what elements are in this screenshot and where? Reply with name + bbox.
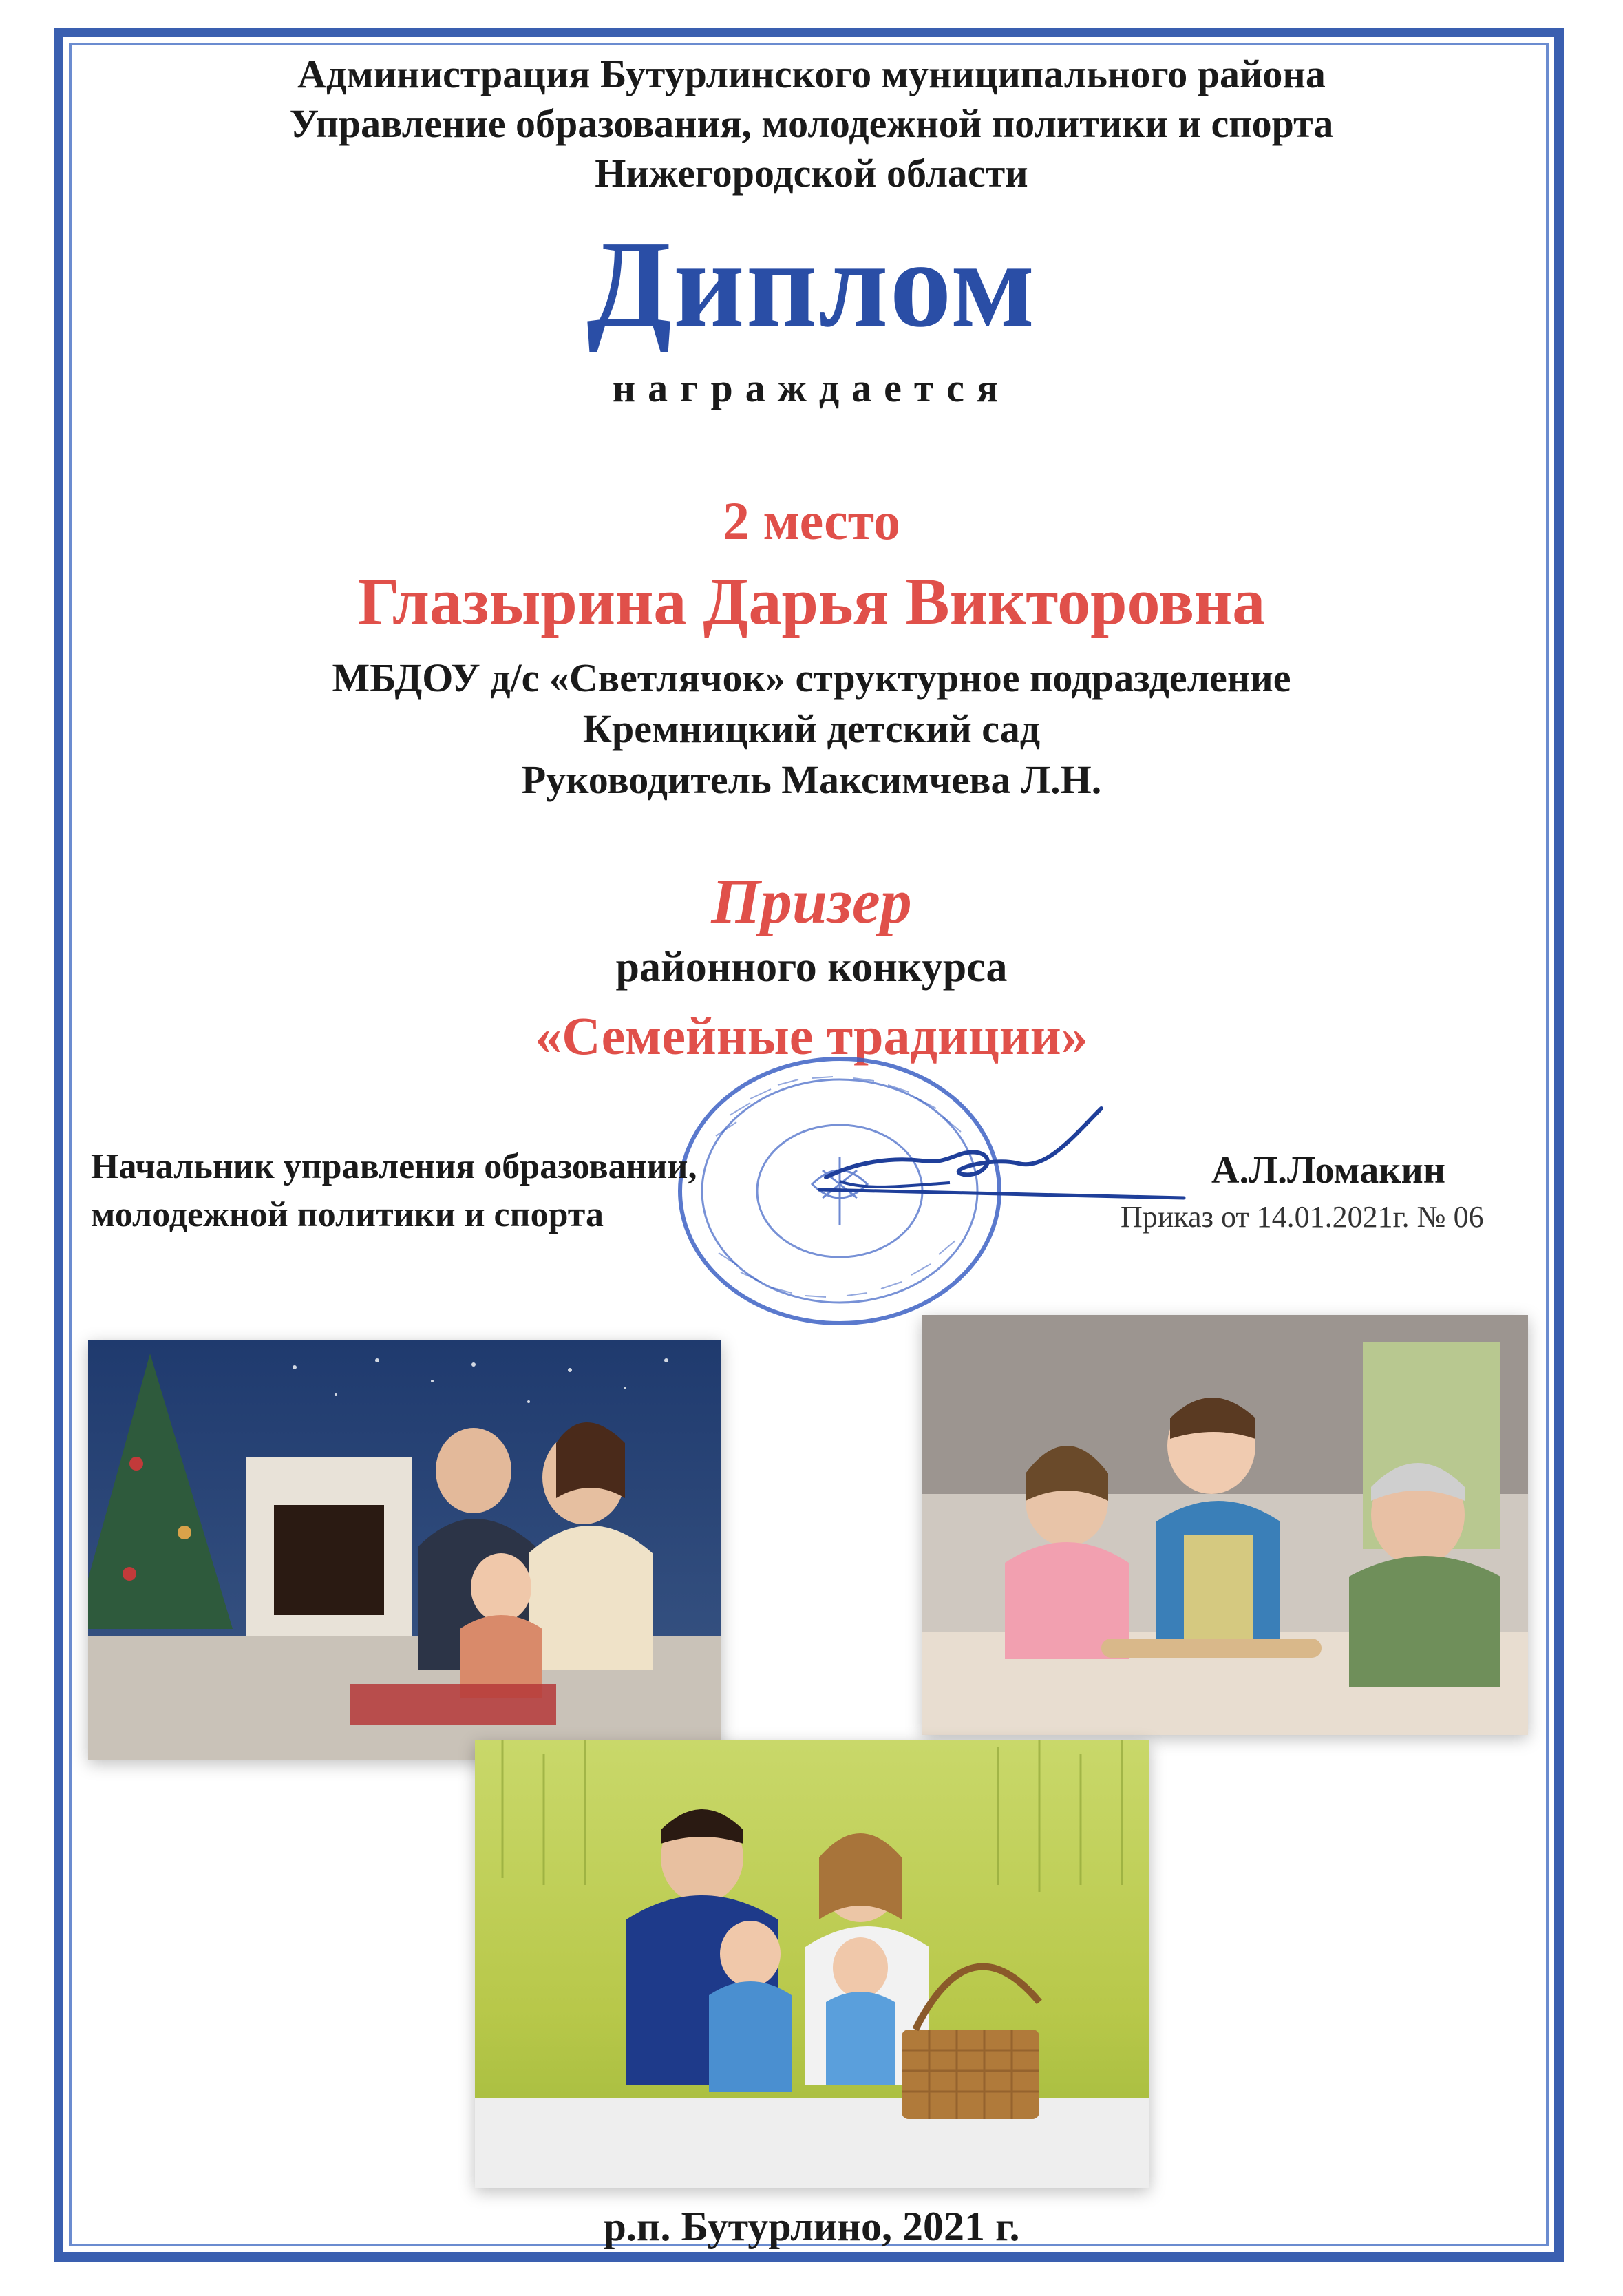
organization-line-2: Кремницкий детский сад bbox=[582, 706, 1041, 751]
awarded-label: награждается bbox=[612, 366, 1011, 410]
photo-family-picnic bbox=[475, 1740, 1149, 2188]
header-line-1: Администрация Бутурлинского муниципального района bbox=[297, 52, 1326, 96]
organization bbox=[0, 653, 1623, 805]
signatory-position bbox=[91, 1143, 697, 1239]
signatory-position-line-1: Начальник управления образовании, bbox=[91, 1147, 697, 1186]
prize-label: Призер bbox=[711, 866, 912, 936]
recipient-name: Глазырина Дарья Викторовна bbox=[357, 565, 1266, 638]
signatory-position-line-2: молодежной политики и спорта bbox=[91, 1195, 604, 1234]
header-line-2: Управление образования, молодежной политики и спорта bbox=[289, 101, 1334, 146]
contest-name: «Семейные традиции» bbox=[535, 1006, 1088, 1066]
footer-place-year: р.п. Бутурлино, 2021 г. bbox=[603, 2204, 1020, 2249]
photo-family-fireplace bbox=[88, 1340, 721, 1760]
header-line-3: Нижегородской области bbox=[595, 151, 1028, 196]
signatory-name: А.Л.Ломакин bbox=[1211, 1149, 1445, 1192]
photo-kids-baking bbox=[922, 1315, 1528, 1735]
diploma-title: Диплом bbox=[586, 215, 1037, 352]
place-label: 2 место bbox=[722, 491, 901, 551]
organization-line-3: Руководитель Максимчева Л.Н. bbox=[521, 757, 1102, 802]
contest-label: районного конкурса bbox=[615, 944, 1008, 991]
header bbox=[0, 50, 1623, 198]
organization-line-1: МБДОУ д/с «Светлячок» структурное подразделение bbox=[332, 655, 1291, 700]
order-reference: Приказ от 14.01.2021г. № 06 bbox=[1121, 1200, 1484, 1234]
